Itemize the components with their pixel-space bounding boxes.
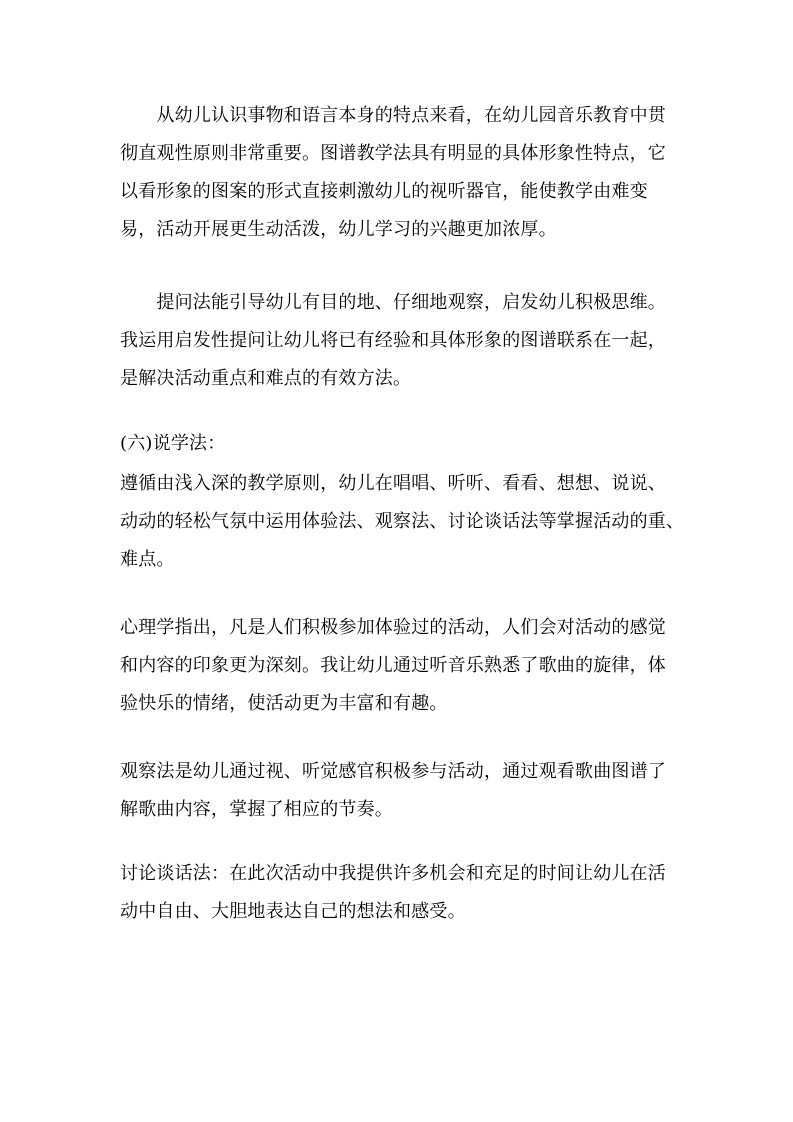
text-line: 以看形象的图案的形式直接刺激幼儿的视听器官，能使教学由难变 (120, 181, 648, 202)
text-line: 彻直观性原则非常重要。图谱教学法具有明显的具体形象性特点，它 (120, 143, 666, 164)
text-line: 动动的轻松气氛中运用体验法、观察法、讨论谈话法等掌握活动的重、 (120, 511, 685, 532)
text-line: 我运用启发性提问让幼儿将已有经验和具体形象的图谱联系在一起， (120, 330, 666, 351)
text-line: 提问法能引导幼儿有目的地、仔细地观察，启发幼儿积极思维。 (120, 292, 666, 313)
text-line: 动中自由、大胆地表达自己的想法和感受。 (120, 901, 466, 922)
text-line: 讨论谈话法：在此次活动中我提供许多机会和充足的时间让幼儿在活 (120, 863, 666, 884)
section-heading (120, 425, 680, 463)
paragraph-intuitive-principle (120, 97, 680, 249)
text-line: 和内容的印象更为深刻。我让幼儿通过听音乐熟悉了歌曲的旋律，体 (120, 655, 666, 676)
text-line: 易，活动开展更生动活泼，幼儿学习的兴趣更加浓厚。 (120, 219, 557, 240)
text-line: 心理学指出，凡是人们积极参加体验过的活动，人们会对活动的感觉 (120, 617, 666, 638)
paragraph-questioning-method (120, 284, 680, 398)
text-line: 遵循由浅入深的教学原则，幼儿在唱唱、听听、看看、想想、说说、 (120, 473, 666, 494)
text-line: 验快乐的情绪，使活动更为丰富和有趣。 (120, 693, 448, 714)
paragraph-experience-method (120, 609, 680, 723)
text-line: 从幼儿认识事物和语言本身的特点来看，在幼儿园音乐教育中贯 (120, 105, 666, 126)
section-heading-text: (六)说学法： (120, 433, 226, 454)
paragraph-learning-method (120, 465, 685, 579)
paragraph-observation-method (120, 753, 680, 829)
text-line: 观察法是幼儿通过视、听觉感官积极参与活动，通过观看歌曲图谱了 (120, 761, 666, 782)
text-line: 难点。 (120, 549, 175, 570)
paragraph-discussion-method (120, 855, 680, 931)
text-line: 是解决活动重点和难点的有效方法。 (120, 368, 412, 389)
text-line: 解歌曲内容，掌握了相应的节奏。 (120, 799, 393, 820)
